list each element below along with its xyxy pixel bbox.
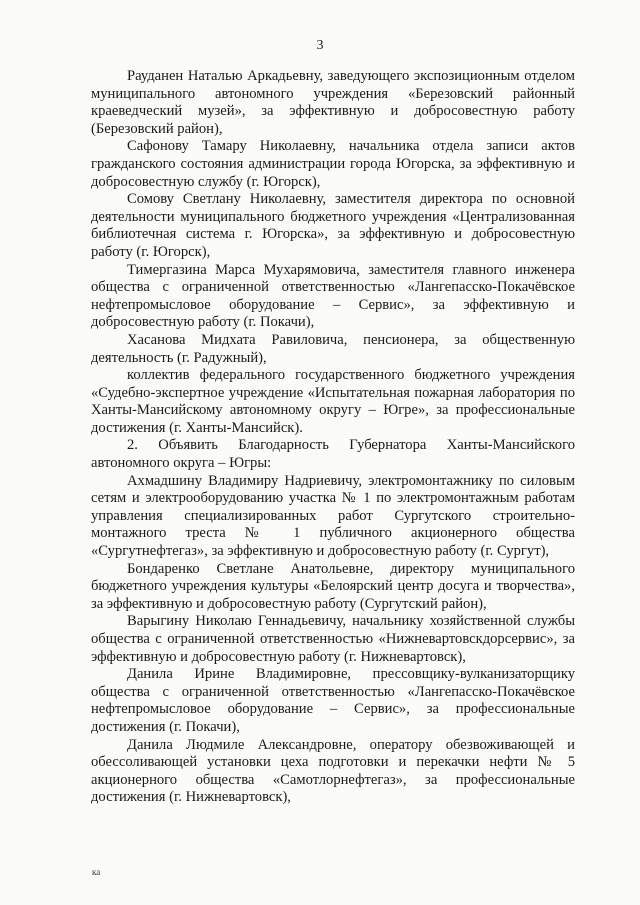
footer-mark: ка (92, 867, 101, 877)
paragraph-safonova: Сафонову Тамару Николаевну, начальника отдела записи актов гражданского состояния администрации города Югорска, за эффективную и добросовестную службу (г. Югорск), (91, 138, 575, 190)
page-number: 3 (316, 38, 324, 53)
paragraph-varygin: Варыгину Николаю Геннадьевичу, начальнику хозяйственной службы общества с ограниченной ответственностью «Нижневартовскдорсервис», за эффективную и добросовестную работу (г. Нижневартовск), (91, 613, 575, 665)
paragraph-section-2: 2. Объявить Благодарность Губернатора Ханты-Мансийского автономного округа – Югры: (91, 437, 575, 472)
paragraph-collective: коллектив федерального государственного бюджетного учреждения «Судебно-экспертное учреждение «Испытательная пожарная лаборатория по Ханты-Мансийскому автономному округу – Югре», за профессиональные достижения (г. Ханты-Мансийск). (91, 367, 575, 436)
paragraph-khasanov: Хасанова Мидхата Равиловича, пенсионера, за общественную деятельность (г. Радужный), (91, 331, 575, 366)
paragraph-raudanen: Рауданен Наталью Аркадьевну, заведующего экспозиционным отделом муниципального автономного учреждения «Березовский районный краеведческий музей», за эффективную и добросовестную работу (Березовский район), (91, 68, 575, 137)
document-body (91, 68, 575, 807)
paragraph-timergazin: Тимергазина Марса Мухарямовича, заместителя главного инженера общества с ограниченной ответственностью «Лангепасско-Покачёвское нефтепромысловое оборудование – Сервис», за эффективную и добросовестную работу (г. Покачи), (91, 261, 575, 331)
paragraph-danila-lyudmila: Данила Людмиле Александровне, оператору обезвоживающей и обессоливающей установки цеха подготовки и перекачки нефти № 5 акционерного общества «Самотлорнефтегаз», за профессиональные достижения (г. Нижневартовск), (91, 736, 575, 806)
paragraph-danila-irina: Данила Ирине Владимировне, прессовщику-вулканизаторщику общества с ограниченной ответственностью «Лангепасско-Покачёвское нефтепромысловое оборудование – Сервис», за профессиональные достижения (г. Покачи), (91, 666, 575, 735)
paragraph-somova: Сомову Светлану Николаевну, заместителя директора по основной деятельности муниципального бюджетного учреждения «Централизованная библиотечная система г. Югорска», за эффективную и добросовестную работу (г. Югорск), (91, 191, 575, 260)
paragraph-bondarenko: Бондаренко Светлане Анатольевне, директору муниципального бюджетного учреждения культуры «Белоярский центр досуга и творчества», за эффективную и добросовестную работу (Сургутский район), (91, 560, 575, 612)
paragraph-akhmadshin: Ахмадшину Владимиру Надриевичу, электромонтажнику по силовым сетям и электрооборудованию участка № 1 по электромонтажным работам управления специализированных работ Сургутского строительно-монтажного треста № 1 публичного акционерного общества «Сургутнефтегаз», за эффективную и добросовестную работу (г. Сургут), (91, 472, 575, 560)
